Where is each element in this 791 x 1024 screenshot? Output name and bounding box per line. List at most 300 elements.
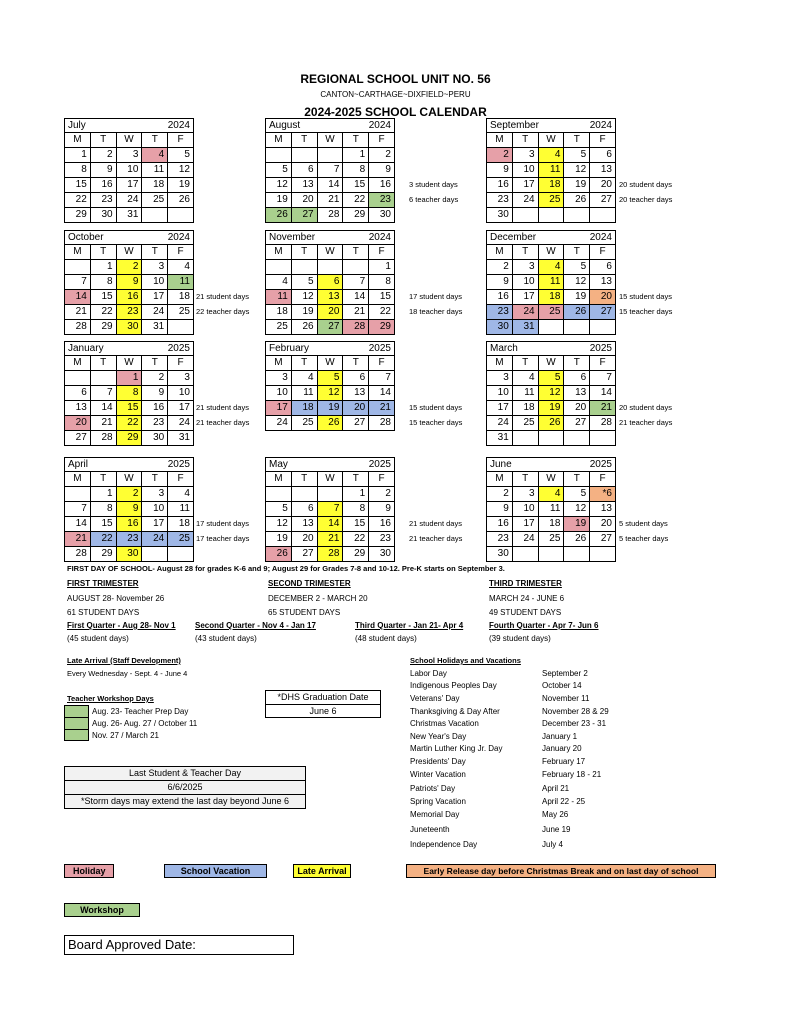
day-cell: 29 xyxy=(91,320,117,335)
day-cell: 8 xyxy=(117,386,143,401)
month-header xyxy=(266,231,395,245)
day-cell: 11 xyxy=(292,386,318,401)
day-cell: 30 xyxy=(487,320,513,335)
quarter-3-title: Third Quarter - Jan 21- Apr 4 xyxy=(355,621,464,630)
holiday-name: Thanksgiving & Day After xyxy=(410,707,500,716)
day-cell: 9 xyxy=(487,275,513,290)
day-cell xyxy=(590,320,616,335)
day-cell: 14 xyxy=(318,517,344,532)
day-cell: 31 xyxy=(168,431,194,446)
day-cell: 16 xyxy=(142,401,168,416)
day-cell: 14 xyxy=(91,401,117,416)
week-row xyxy=(65,532,194,547)
day-cell: 10 xyxy=(266,386,292,401)
holiday-date: February 18 - 21 xyxy=(542,770,602,779)
student-days-note: 15 student days xyxy=(619,292,672,301)
day-cell: 21 xyxy=(65,305,91,320)
legend-workshop: Workshop xyxy=(64,903,140,917)
graduation-box xyxy=(265,690,381,718)
weekday-label: T xyxy=(91,472,117,487)
late-arrival-text: Every Wednesday - Sept. 4 - June 4 xyxy=(67,669,188,678)
weekday-label: W xyxy=(539,133,565,148)
weekday-label: M xyxy=(266,133,292,148)
day-cell: 17 xyxy=(513,290,539,305)
storm-note: *Storm days may extend the last day beyond June 6 xyxy=(80,796,290,806)
weekday-row xyxy=(65,133,194,148)
quarter-2-title: Second Quarter - Nov 4 - Jan 17 xyxy=(195,621,316,630)
day-cell xyxy=(590,547,616,562)
week-row xyxy=(65,163,194,178)
month-name: August xyxy=(269,120,301,131)
month-name: January xyxy=(68,343,104,354)
weekday-label: W xyxy=(117,356,143,371)
day-cell xyxy=(564,208,590,223)
day-cell: 29 xyxy=(65,208,91,223)
week-row xyxy=(487,320,616,335)
week-row xyxy=(266,178,395,193)
day-cell xyxy=(564,431,590,446)
day-cell: 15 xyxy=(91,290,117,305)
student-days-note: 3 student days xyxy=(409,180,458,189)
day-cell: 2 xyxy=(369,148,395,163)
day-cell: 10 xyxy=(513,163,539,178)
week-row xyxy=(65,178,194,193)
day-cell: 4 xyxy=(292,371,318,386)
day-cell: 9 xyxy=(487,502,513,517)
weekday-label: T xyxy=(564,356,590,371)
weekday-label: T xyxy=(142,245,168,260)
day-cell: 13 xyxy=(590,275,616,290)
teacher-days-note: 21 teacher days xyxy=(409,534,463,543)
day-cell: 4 xyxy=(168,487,194,502)
day-cell: 11 xyxy=(142,163,168,178)
day-cell xyxy=(564,547,590,562)
month-june xyxy=(486,457,616,562)
day-cell: 30 xyxy=(487,547,513,562)
holiday-date: October 14 xyxy=(542,681,582,690)
workshop-item-3: Nov. 27 / March 21 xyxy=(92,731,159,740)
teacher-days-note: 15 teacher days xyxy=(619,307,673,316)
day-cell: 13 xyxy=(292,178,318,193)
weekday-row xyxy=(487,133,616,148)
day-cell: 27 xyxy=(590,305,616,320)
week-row xyxy=(487,547,616,562)
weekday-label: M xyxy=(65,133,91,148)
week-row xyxy=(487,275,616,290)
day-cell: 18 xyxy=(168,290,194,305)
day-cell xyxy=(539,547,565,562)
day-cell xyxy=(539,431,565,446)
month-year: 2025 xyxy=(589,459,612,470)
weekday-label: M xyxy=(65,356,91,371)
month-january xyxy=(64,341,194,446)
day-cell: 18 xyxy=(142,178,168,193)
day-cell: 18 xyxy=(539,290,565,305)
week-row xyxy=(487,148,616,163)
weekday-label: M xyxy=(487,472,513,487)
weekday-label: T xyxy=(564,245,590,260)
day-cell: 28 xyxy=(91,431,117,446)
day-cell: 20 xyxy=(590,178,616,193)
day-cell: 12 xyxy=(564,163,590,178)
day-cell: 19 xyxy=(266,193,292,208)
last-day-box xyxy=(64,766,306,809)
day-cell: 20 xyxy=(564,401,590,416)
holiday-date: December 23 - 31 xyxy=(542,719,607,728)
day-cell: 27 xyxy=(564,416,590,431)
day-cell xyxy=(266,260,292,275)
week-row xyxy=(266,290,395,305)
day-cell: 17 xyxy=(487,401,513,416)
month-name: July xyxy=(68,120,86,131)
day-cell: 1 xyxy=(117,371,143,386)
day-cell: 8 xyxy=(343,163,369,178)
weekday-label: W xyxy=(117,133,143,148)
day-cell: 5 xyxy=(266,163,292,178)
day-cell xyxy=(539,208,565,223)
week-row xyxy=(65,290,194,305)
weekday-label: T xyxy=(343,472,369,487)
month-header xyxy=(65,231,194,245)
day-cell: 2 xyxy=(91,148,117,163)
day-cell: 24 xyxy=(513,193,539,208)
day-cell: 25 xyxy=(292,416,318,431)
day-cell: 10 xyxy=(513,275,539,290)
weekday-label: W xyxy=(539,472,565,487)
weekday-label: F xyxy=(369,133,395,148)
student-days-note: 20 student days xyxy=(619,180,672,189)
day-cell: 4 xyxy=(513,371,539,386)
day-cell: 1 xyxy=(91,487,117,502)
day-cell: 16 xyxy=(117,290,143,305)
month-july xyxy=(64,118,194,223)
quarter-1-days: (45 student days) xyxy=(67,634,129,643)
trimester-2-title: SECOND TRIMESTER xyxy=(268,579,351,588)
week-row xyxy=(266,401,395,416)
week-row xyxy=(266,547,395,562)
towns-subtitle: CANTON~CARTHAGE~DIXFIELD~PERU xyxy=(320,90,471,99)
day-cell: 27 xyxy=(343,416,369,431)
week-row xyxy=(266,371,395,386)
day-cell: 6 xyxy=(343,371,369,386)
month-name: February xyxy=(269,343,310,354)
month-year: 2025 xyxy=(368,343,391,354)
day-cell: 20 xyxy=(343,401,369,416)
holiday-name: Winter Vacation xyxy=(410,770,466,779)
day-cell: 8 xyxy=(369,275,395,290)
trimester-2-days: 65 STUDENT DAYS xyxy=(268,608,341,617)
graduation-date: June 6 xyxy=(309,706,337,716)
month-year: 2024 xyxy=(167,120,190,131)
day-cell: 10 xyxy=(117,163,143,178)
weekday-label: T xyxy=(343,133,369,148)
day-cell: 23 xyxy=(369,532,395,547)
month-april xyxy=(64,457,194,562)
month-header xyxy=(487,119,616,133)
day-cell: 12 xyxy=(292,290,318,305)
weekday-label: T xyxy=(292,133,318,148)
day-cell: 31 xyxy=(487,431,513,446)
day-cell: 17 xyxy=(117,178,143,193)
week-row xyxy=(65,502,194,517)
day-cell: 20 xyxy=(590,517,616,532)
day-cell: 3 xyxy=(117,148,143,163)
weekday-row xyxy=(266,133,395,148)
weekday-label: T xyxy=(513,133,539,148)
week-row xyxy=(487,290,616,305)
day-cell: 26 xyxy=(266,547,292,562)
day-cell: 19 xyxy=(318,401,344,416)
day-cell xyxy=(91,371,117,386)
legend-holiday: Holiday xyxy=(64,864,114,878)
day-cell: 17 xyxy=(513,178,539,193)
holiday-date: November 11 xyxy=(542,694,590,703)
day-cell: 5 xyxy=(318,371,344,386)
day-cell: 8 xyxy=(91,275,117,290)
weekday-row xyxy=(266,356,395,371)
day-cell: 17 xyxy=(142,290,168,305)
holiday-name: Memorial Day xyxy=(410,810,460,819)
day-cell: 11 xyxy=(168,275,194,290)
day-cell: 3 xyxy=(142,260,168,275)
day-cell: 2 xyxy=(369,487,395,502)
day-cell xyxy=(513,547,539,562)
day-cell: 7 xyxy=(318,163,344,178)
student-days-note: 21 student days xyxy=(196,403,249,412)
month-header xyxy=(266,458,395,472)
month-march xyxy=(486,341,616,446)
day-cell: 8 xyxy=(65,163,91,178)
week-row xyxy=(487,371,616,386)
day-cell: 12 xyxy=(564,275,590,290)
holiday-name: Presidents' Day xyxy=(410,757,466,766)
trimester-2-dates: DECEMBER 2 - MARCH 20 xyxy=(268,594,368,603)
day-cell: 27 xyxy=(292,208,318,223)
holiday-date: November 28 & 29 xyxy=(542,707,609,716)
week-row xyxy=(266,416,395,431)
weekday-label: T xyxy=(343,356,369,371)
workshop-item-2: Aug. 26- Aug. 27 / October 11 xyxy=(92,719,198,728)
weekday-label: W xyxy=(117,472,143,487)
day-cell: 31 xyxy=(142,320,168,335)
month-year: 2024 xyxy=(167,232,190,243)
day-cell: 12 xyxy=(318,386,344,401)
weekday-label: T xyxy=(292,472,318,487)
day-cell: 25 xyxy=(142,193,168,208)
day-cell: 16 xyxy=(117,517,143,532)
week-row xyxy=(266,208,395,223)
weekday-label: T xyxy=(91,133,117,148)
weekday-label: T xyxy=(564,133,590,148)
day-cell: 12 xyxy=(539,386,565,401)
day-cell: 16 xyxy=(369,517,395,532)
weekday-label: F xyxy=(168,356,194,371)
day-cell: 9 xyxy=(117,275,143,290)
weekday-label: T xyxy=(142,472,168,487)
month-name: November xyxy=(269,232,316,243)
day-cell: 23 xyxy=(487,193,513,208)
week-row xyxy=(487,260,616,275)
weekday-label: F xyxy=(590,472,616,487)
day-cell: 4 xyxy=(539,487,565,502)
week-row xyxy=(487,401,616,416)
weekday-label: T xyxy=(564,472,590,487)
day-cell: 24 xyxy=(117,193,143,208)
student-days-note: 17 student days xyxy=(196,519,249,528)
week-row xyxy=(65,517,194,532)
day-cell xyxy=(142,208,168,223)
legend-early-release: Early Release day before Christmas Break and on last day of school xyxy=(406,864,716,878)
day-cell: 5 xyxy=(266,502,292,517)
day-cell: 14 xyxy=(369,386,395,401)
day-cell: 17 xyxy=(142,517,168,532)
workshop-item-1: Aug. 23- Teacher Prep Day xyxy=(92,707,189,716)
week-row xyxy=(65,193,194,208)
teacher-days-note: 5 teacher days xyxy=(619,534,669,543)
week-row xyxy=(65,401,194,416)
late-arrival-title: Late Arrival (Staff Development) xyxy=(67,656,181,665)
day-cell: 28 xyxy=(343,320,369,335)
day-cell: 2 xyxy=(117,260,143,275)
day-cell: 15 xyxy=(343,178,369,193)
student-days-note: 17 student days xyxy=(409,292,462,301)
day-cell: 27 xyxy=(65,431,91,446)
weekday-row xyxy=(65,356,194,371)
board-approved-date: Board Approved Date: xyxy=(64,935,294,955)
day-cell: 25 xyxy=(539,532,565,547)
month-name: September xyxy=(490,120,539,131)
legend-late-arrival: Late Arrival xyxy=(293,864,351,878)
day-cell: 15 xyxy=(91,517,117,532)
teacher-days-note: 6 teacher days xyxy=(409,195,459,204)
week-row xyxy=(266,305,395,320)
day-cell: 5 xyxy=(564,260,590,275)
day-cell: 24 xyxy=(513,305,539,320)
trimester-1-days: 61 STUDENT DAYS xyxy=(67,608,140,617)
week-row xyxy=(487,386,616,401)
week-row xyxy=(65,320,194,335)
day-cell: 13 xyxy=(564,386,590,401)
day-cell: 26 xyxy=(539,416,565,431)
day-cell: 21 xyxy=(65,532,91,547)
day-cell: 6 xyxy=(292,502,318,517)
month-year: 2025 xyxy=(167,459,190,470)
month-header xyxy=(487,231,616,245)
week-row xyxy=(266,260,395,275)
day-cell: 25 xyxy=(539,305,565,320)
weekday-label: T xyxy=(513,245,539,260)
weekday-label: M xyxy=(65,472,91,487)
student-days-note: 15 student days xyxy=(409,403,462,412)
day-cell: 20 xyxy=(292,532,318,547)
day-cell xyxy=(590,208,616,223)
weekday-label: M xyxy=(65,245,91,260)
day-cell: 5 xyxy=(539,371,565,386)
week-row xyxy=(266,148,395,163)
month-november xyxy=(265,230,395,335)
month-october xyxy=(64,230,194,335)
day-cell: 7 xyxy=(65,502,91,517)
day-cell: 30 xyxy=(369,208,395,223)
day-cell: 9 xyxy=(487,163,513,178)
day-cell: 17 xyxy=(266,401,292,416)
day-cell: 23 xyxy=(117,532,143,547)
day-cell: 22 xyxy=(343,532,369,547)
day-cell: 27 xyxy=(292,547,318,562)
weekday-label: M xyxy=(266,245,292,260)
holiday-name: Juneteenth xyxy=(410,825,450,834)
first-day-note: FIRST DAY OF SCHOOL- August 28 for grades K-6 and 9; August 29 for Grades 7-8 and 10-12. Pre-K starts on September 3. xyxy=(67,564,505,573)
day-cell: 15 xyxy=(343,517,369,532)
holiday-name: Independence Day xyxy=(410,840,478,849)
day-cell: 30 xyxy=(369,547,395,562)
day-cell: 21 xyxy=(369,401,395,416)
weekday-label: T xyxy=(343,245,369,260)
month-name: June xyxy=(490,459,512,470)
day-cell: 4 xyxy=(142,148,168,163)
day-cell: 21 xyxy=(91,416,117,431)
day-cell: 14 xyxy=(65,290,91,305)
weekday-label: F xyxy=(369,356,395,371)
day-cell: 14 xyxy=(590,386,616,401)
month-header xyxy=(487,458,616,472)
day-cell xyxy=(168,208,194,223)
week-row xyxy=(65,487,194,502)
week-row xyxy=(266,386,395,401)
day-cell: 13 xyxy=(318,290,344,305)
student-days-note: 21 student days xyxy=(196,292,249,301)
weekday-label: F xyxy=(168,133,194,148)
student-days-note: 21 student days xyxy=(409,519,462,528)
month-year: 2024 xyxy=(368,232,391,243)
day-cell: 29 xyxy=(369,320,395,335)
week-row xyxy=(487,178,616,193)
day-cell: 23 xyxy=(91,193,117,208)
holiday-date: April 21 xyxy=(542,784,570,793)
weekday-row xyxy=(266,245,395,260)
day-cell: 12 xyxy=(168,163,194,178)
week-row xyxy=(487,517,616,532)
student-days-note: 20 student days xyxy=(619,403,672,412)
day-cell: 24 xyxy=(487,416,513,431)
month-year: 2024 xyxy=(589,120,612,131)
day-cell: 8 xyxy=(91,502,117,517)
holiday-date: July 4 xyxy=(542,840,563,849)
day-cell: 9 xyxy=(91,163,117,178)
day-cell: 18 xyxy=(168,517,194,532)
day-cell: 14 xyxy=(65,517,91,532)
day-cell: *6 xyxy=(590,487,616,502)
day-cell: 11 xyxy=(168,502,194,517)
day-cell: 5 xyxy=(564,148,590,163)
day-cell: 14 xyxy=(343,290,369,305)
day-cell: 1 xyxy=(91,260,117,275)
day-cell xyxy=(343,260,369,275)
day-cell: 21 xyxy=(590,401,616,416)
day-cell: 28 xyxy=(369,416,395,431)
day-cell: 19 xyxy=(564,178,590,193)
day-cell: 18 xyxy=(266,305,292,320)
month-name: May xyxy=(269,459,288,470)
holiday-date: January 1 xyxy=(542,732,578,741)
month-header xyxy=(266,119,395,133)
quarter-4-days: (39 student days) xyxy=(489,634,551,643)
week-row xyxy=(266,275,395,290)
day-cell: 26 xyxy=(168,193,194,208)
last-day-date: 6/6/2025 xyxy=(65,781,305,795)
week-row xyxy=(65,386,194,401)
day-cell xyxy=(513,208,539,223)
